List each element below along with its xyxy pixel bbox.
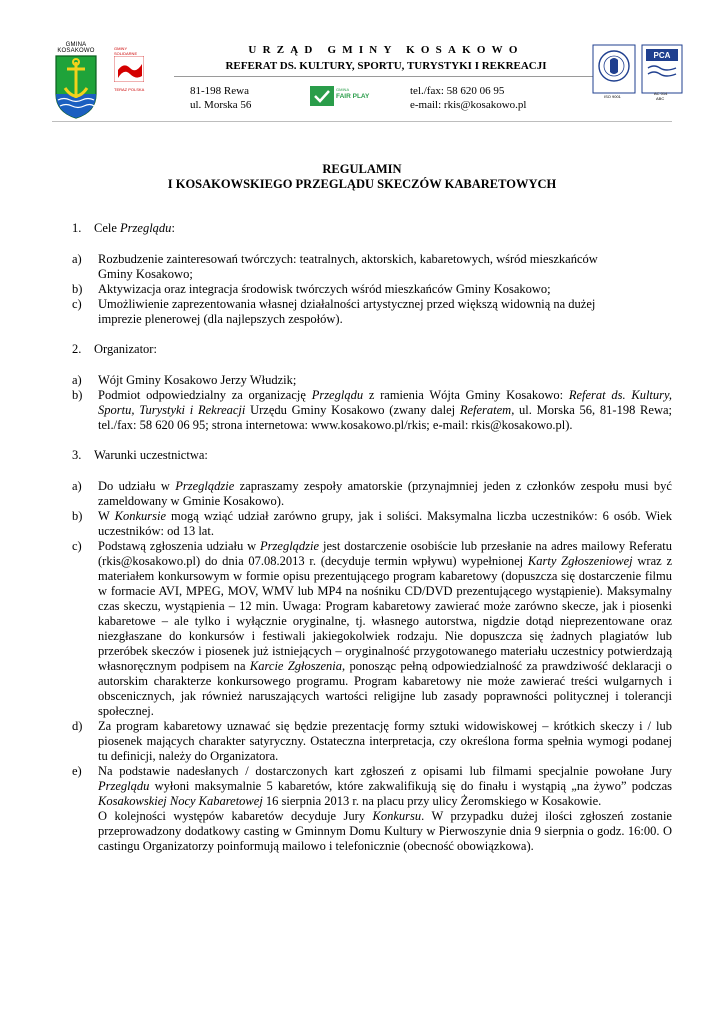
ac-caption: AC 014 [654,91,668,96]
gmina-logo-caption: GMINA KOSAKOWO [57,42,95,54]
item-text: Rozbudzenie zainteresowań twórczych: teatralnych, aktorskich, kabaretowych, wśród mieszkańców [98,252,598,266]
list-item [72,297,672,327]
email-contact: e-mail: rkis@kosakowo.pl [410,99,527,111]
fair-play-check-icon [310,86,334,106]
address-line-1: 81-198 Rewa [190,85,249,97]
document-title: REGULAMIN [322,162,402,176]
item-label: c) [72,539,82,553]
item-text [98,509,672,539]
goals-list [72,252,672,327]
section-heading: Organizator: [94,342,157,356]
item-text: Gminy Kosakowo; [98,267,193,281]
fair-play-text: FAIR PLAY [336,93,370,100]
text-run: wraz z materiałem konkursowym w formie opisu prezentującego program kabaretowy (dopuszcza się dostarczenie filmu w formacie AVI, MPEG, MOV, WMV lub MP4 na nośniku CD/DVD prezentującego wystąpienie). Maksymalny czas skeczu, wystąpienia – 12 min. Uwaga: Program kabaretowy zawierać może zarówno skecze, jak i piosenki kabaretowe – ale tylko i wyłącznie oryginalne, tj. własnego autorstwa, nigdzie dotąd nieprezentowane oraz niezgłaszane do konkursów i festiwali jakiegokolwiek rodzaju. Nie dopuszcza się żadnych plagiatów lub przeróbek skeczów i piosenek już istniejących – oryginalność przygotowanego materiału uczestnicy potwierdzają własnoręcznym podpisem na [98,554,672,673]
organizer-list [72,373,672,433]
list-item [72,719,672,764]
org-name: URZĄD GMINY KOSAKOWO [248,44,524,56]
letterhead [46,40,682,120]
text-run: , ponosząc pełną odpowiedzialność za prawdziwość deklaracji o autorskim charakterze konkursowego programu. Program kabaretowy nie może zawierać treści wulgarnych i obscenicznych, jak również naruszających wartości religijne lub zasady poprawności politycznej i tolerancji społecznej. [98,659,672,718]
abc-caption: ABC [656,96,665,101]
fair-play-small: GMINA [336,87,350,92]
item-label: d) [72,719,83,733]
item-label: b) [72,388,83,402]
section-heading: Cele [94,221,121,235]
item-text: Umożliwienie zaprezentowania własnej działalności artystycznej przed większą widownią na dużej [98,297,596,311]
text-run: , ul. Morska 56, 81-198 Rewa; tel./fax: 58 620 06 95; strona internetowa: www.kosakowo.pl/rkis; e-mail: rkis@kosakowo.pl). [98,403,672,432]
address-line-2: ul. Morska 56 [190,99,252,111]
header-divider [52,121,672,122]
document-body [72,221,672,854]
solidarity-logo [114,46,148,92]
iso-caption: ISO 9001 [604,94,621,99]
section-heading-italic: Przeglądu [120,221,172,235]
list-item [72,479,672,509]
item-text [98,719,672,764]
item-text: Aktywizacja oraz integracja środowisk twórczych wśród mieszkańców Gminy Kosakowo; [98,282,551,296]
text-run: . W przypadku dużej ilości zgłoszeń zostanie przeprowadzony dodatkowy casting w Gminnym Domu Kultury w Pierwoszynie dnia 9 sierpnia o godz. 16:00. O castingu Organizatorzy poinformują mailowo i telefonicznie (obecność obowiązkowa). [98,809,672,853]
list-item [72,539,672,719]
pca-label: PCA [653,51,671,60]
section-participation [72,448,672,463]
list-item [72,252,672,282]
text-run: zapraszamy zespoły amatorskie (przynajmniej jeden z członków zespołu musi być zameldowany w Gminie Kosakowo). [98,479,672,508]
italic-run: Przeglądu [98,779,150,793]
item-text: imprezie plenerowej (dla najlepszych zespołów). [98,312,343,326]
item-label: e) [72,764,82,778]
section-number: 3. [72,448,82,462]
list-item [72,373,672,388]
text-run: z ramienia Wójta Gminy Kosakowo: [363,388,569,402]
italic-run: Referat ds. Kultury, Sportu, Turystyki i Rekreacji [98,388,672,417]
flag-logo-icon [114,56,144,82]
fair-play-logo [310,86,372,106]
text-run: jest dostarczenie osobiście lub przesłanie na adres mailowy Referatu (rkis@kosakowo.pl) do dnia 07.08.2013 r. (decyduje termin wpływu) wypełnionej [98,539,672,568]
section-heading: Warunki uczestnictwa: [94,448,208,462]
gmina-kosakowo-logo [50,42,102,120]
section-number: 1. [72,221,82,235]
text-run: wyłoni maksymalnie 5 kabaretów, które zakwalifikują się do finału i wystąpią „na żywo” podczas [149,779,672,793]
item-label: a) [72,479,82,493]
section-goals [72,221,672,236]
document-subtitle: I KOSAKOWSKIEGO PRZEGLĄDU SKECZÓW KABARETOWYCH [167,177,557,191]
section-number: 2. [72,342,82,356]
letterhead-rule [174,76,598,77]
section-organizer [72,342,672,357]
italic-run: Konkursu [372,809,422,823]
item-label: c) [72,297,82,311]
coat-of-arms-icon [50,54,102,120]
item-label: b) [72,282,83,296]
section-heading-tail: : [171,221,175,235]
contact-block [410,84,526,112]
iso-certificate-icon [592,44,684,94]
text-run: mogą wziąć udział zarówno grupy, jak i soliści. Maksymalna liczba uczestników: 6 osób. Wiek uczestników: od 13 lat. [98,509,672,538]
solidarity-logo-top: GMINY SOLIDARNE [114,46,138,56]
italic-run: Karcie Zgłoszenia [249,659,342,673]
text-run: 16 sierpnia 2013 r. na placu przy ulicy Żeromskiego w Kosakowie. [262,794,602,808]
text-run: Podmiot odpowiedzialny za organizację [98,388,312,402]
item-label: b) [72,509,83,523]
italic-run: Referatem [459,403,512,417]
text-run: W [98,509,115,523]
certification-logos [592,44,684,100]
text-run: Na podstawie nadesłanych / dostarczonych kart zgłoszeń z opisami lub filmami specjalnie powołane Jury [98,764,672,778]
text-run: Do udziału w [98,479,176,493]
text-run: Podstawą zgłoszenia udziału w [98,539,261,553]
italic-run: Przeglądzie [260,539,320,553]
italic-run: Konkursie [114,509,166,523]
text-run: Urzędu Gminy Kosakowo (zwany dalej [245,403,460,417]
italic-run: Karty Zgłoszeniowej [527,554,633,568]
item-label: a) [72,373,82,387]
list-item [72,509,672,539]
italic-run: Przeglądu [311,388,364,402]
text-run: Za program kabaretowy uznawać się będzie prezentację formy sztuki widowiskowej – krótkich skeczy i / lub piosenek mających charakter satyryczny. Ostateczna interpretacja, czy określona forma spełnia wymogi podanej tu definicji, należy do Organizatora. [98,719,672,763]
participation-list [72,479,672,854]
phone-fax: tel./fax: 58 620 06 95 [410,85,505,97]
list-item [72,764,672,854]
italic-run: Kosakowskiej Nocy Kabaretowej [98,794,263,808]
text-run: O kolejności występów kabaretów decyduje Jury [98,809,373,823]
item-text [98,479,672,509]
list-item [72,282,672,297]
item-text [98,539,672,719]
address-block [190,84,251,112]
item-text [98,764,672,809]
italic-run: Przeglądzie [175,479,235,493]
item-label: a) [72,252,82,266]
solidarity-logo-bottom: TERAZ POLSKA [114,87,145,92]
org-department: REFERAT DS. KULTURY, SPORTU, TURYSTYKI I REKREACJI [225,60,547,72]
list-item [72,388,672,433]
item-text: Wójt Gminy Kosakowo Jerzy Włudzik; [98,373,297,387]
item-text [98,388,672,433]
item-text-continued [98,809,672,854]
